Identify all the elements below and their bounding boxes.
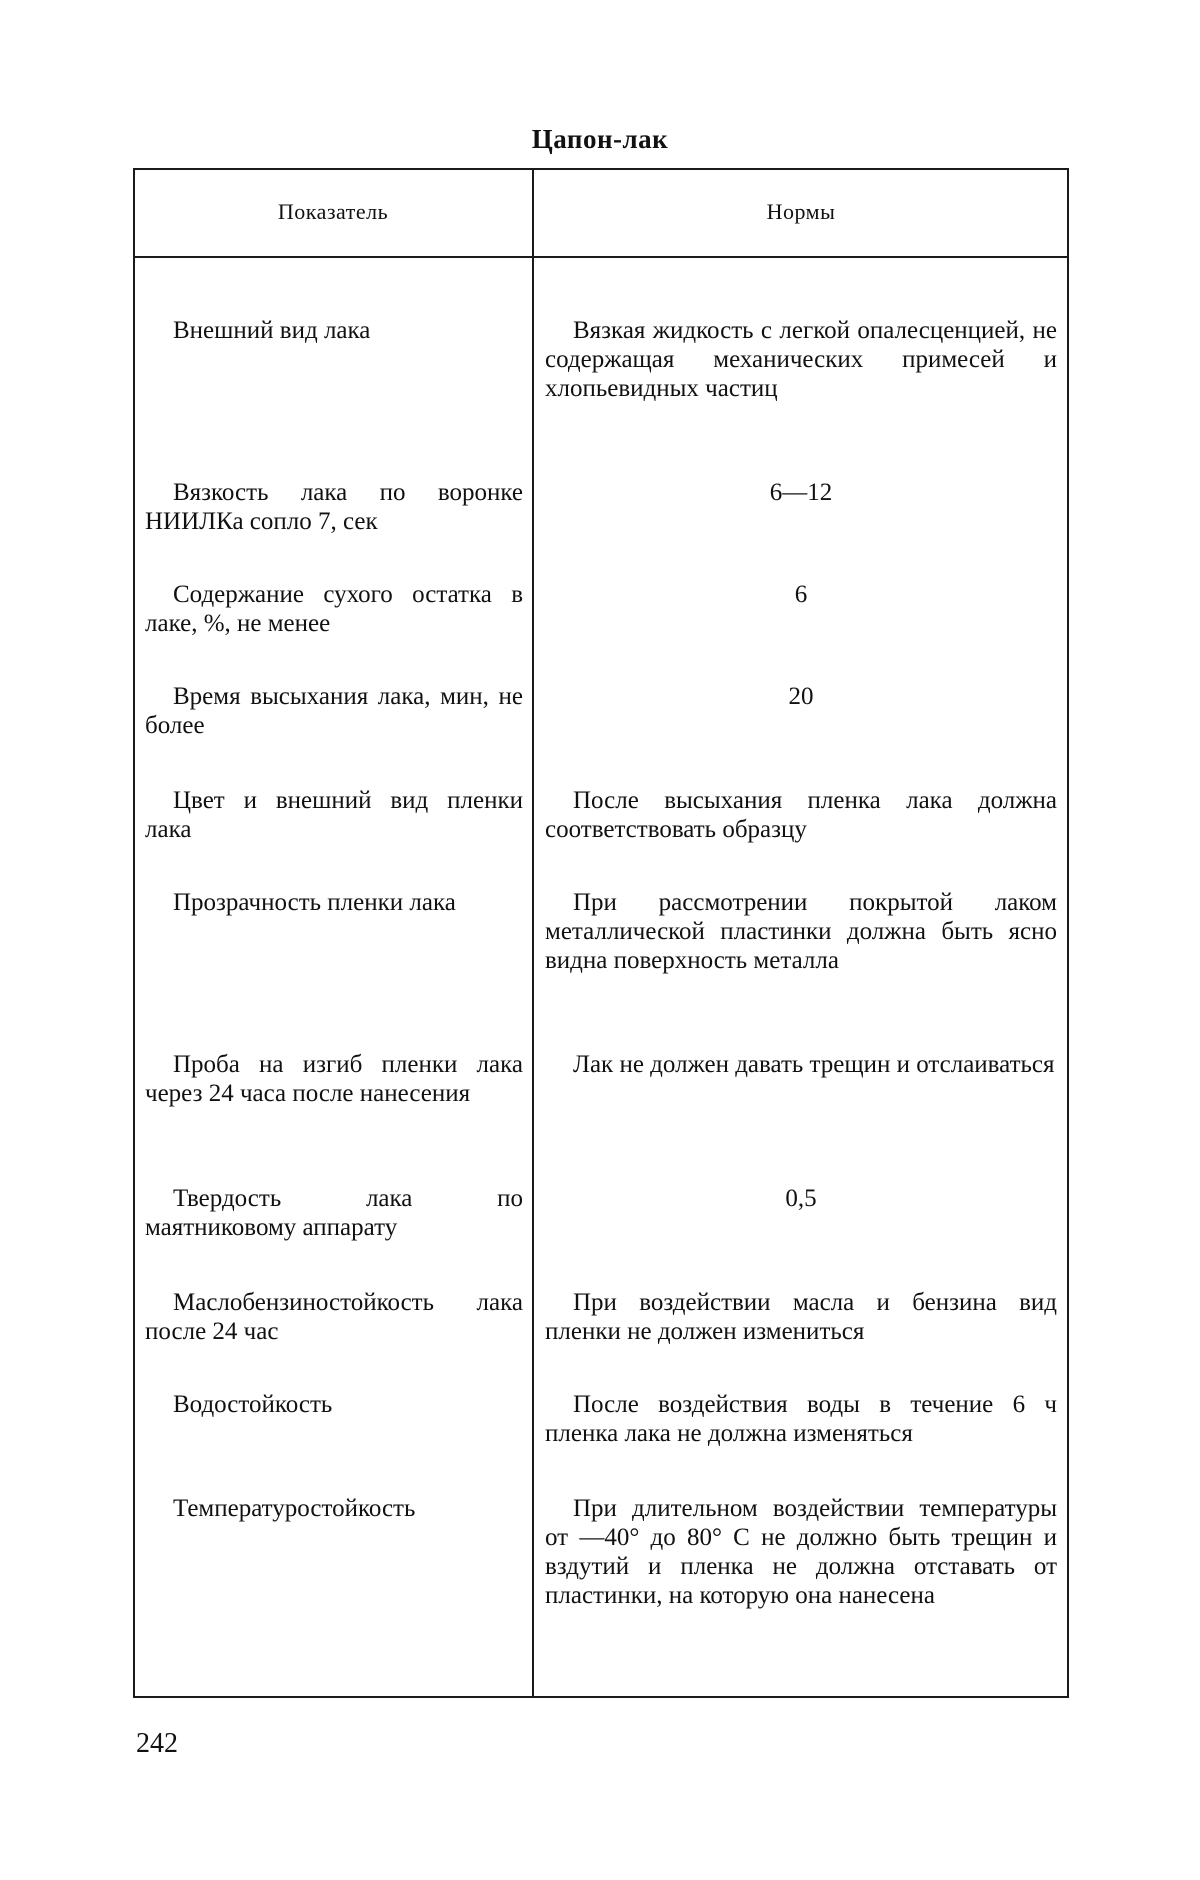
param-cell: Прозрачность пленки лака <box>173 889 456 916</box>
param-cell: Твердость лака по маятниковому аппарату <box>145 1185 523 1241</box>
header-rule <box>133 256 1069 258</box>
norm-cell: 20 <box>788 683 814 710</box>
param-cell: Температуростойкость <box>173 1495 416 1522</box>
param-cell: Время высыхания лака, мин, не более <box>145 683 523 739</box>
norm-cell: После воздействия воды в течение 6 ч пленка лака не должна изменяться <box>545 1391 1057 1447</box>
header-norm: Нормы <box>766 199 836 224</box>
param-cell: Содержание сухого остатка в лаке, %, не менее <box>145 581 523 637</box>
norm-cell: При длительном воздействии температуры от —40° до 80° С не должно быть трещин и вздутий и пленка не должна отставать от пластинки, на которую она нанесена <box>545 1495 1057 1609</box>
param-cell: Водостойкость <box>173 1391 333 1418</box>
norm-cell: 0,5 <box>785 1185 817 1212</box>
param-cell: Вязкость лака по воронке НИИЛКа сопло 7, сек <box>145 479 523 535</box>
norm-cell: 6—12 <box>769 479 833 506</box>
header-param: Показатель <box>277 199 389 224</box>
specification-table <box>133 168 1069 1698</box>
param-cell: Проба на изгиб пленки лака через 24 часа после нанесения <box>145 1051 523 1107</box>
table-bottom-rule <box>133 1696 1069 1698</box>
param-cell: Цвет и внешний вид пленки лака <box>145 787 523 843</box>
norm-cell: 6 <box>794 581 808 608</box>
norm-cell: При рассмотрении покрытой лаком металлической пластинки должна быть ясно видна поверхность металла <box>545 889 1057 974</box>
page-number: 242 <box>136 1728 178 1759</box>
norm-cell: Лак не должен давать трещин и отслаиваться <box>573 1051 1055 1078</box>
param-cell: Маслобензиностойкость лака после 24 час <box>145 1289 523 1345</box>
norm-cell: Вязкая жидкость с легкой опалесценцией, не содержащая механических примесей и хлопьевидных частиц <box>545 317 1057 402</box>
norm-cell: После высыхания пленка лака должна соответствовать образцу <box>545 787 1057 843</box>
left-border <box>133 168 135 1698</box>
norm-cell: При воздействии масла и бензина вид пленки не должен измениться <box>545 1289 1057 1345</box>
param-cell: Внешний вид лака <box>173 317 371 344</box>
table-title: Цапон-лак <box>531 124 669 154</box>
